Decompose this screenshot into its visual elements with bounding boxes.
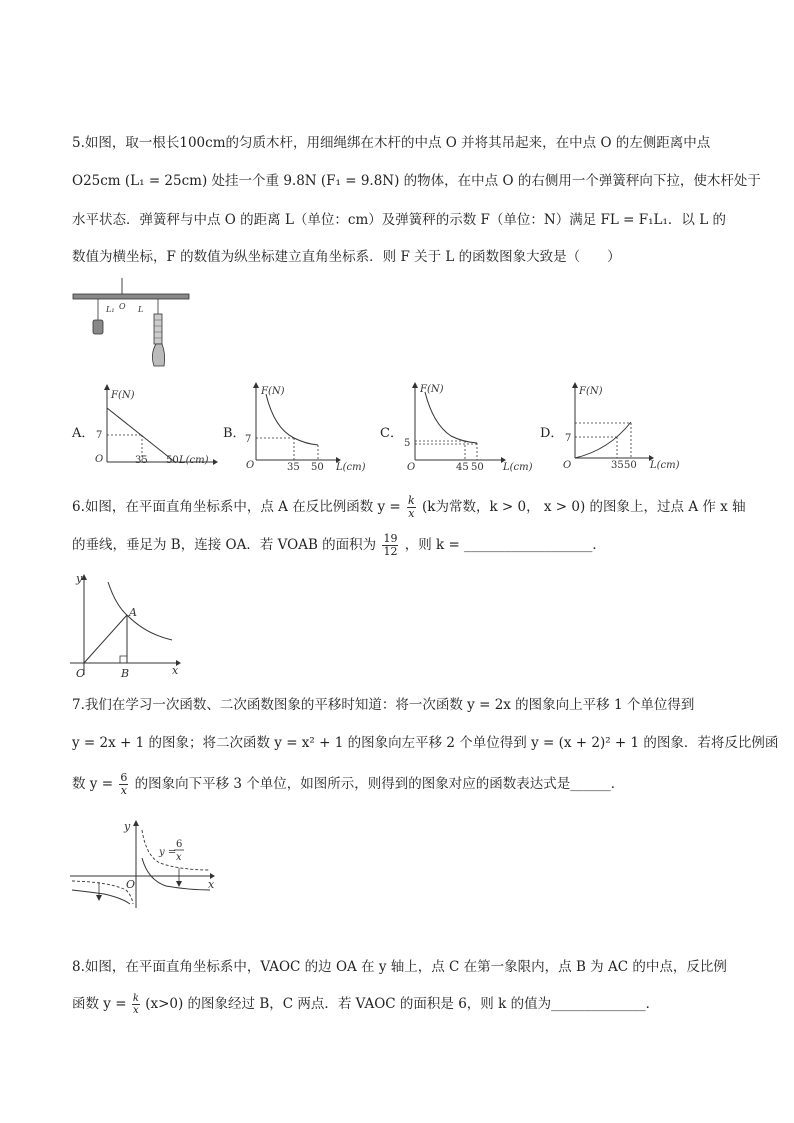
q7-line2: y = 2x + 1 的图象；将二次函数 y = x² + 1 的图象向左平移 2 个单位得到 y = (x + 2)² + 1 的图象．若将反比例函 [72, 735, 779, 751]
q7-line3-a: 数 y = [72, 776, 114, 792]
q5-a-xlabel: L(cm) [179, 455, 209, 466]
q5-a-xtick-b: 50 [166, 455, 179, 466]
q7-frac-den: x [120, 784, 127, 797]
q8-fraction [132, 993, 140, 1016]
q5-label-o: O [119, 302, 126, 311]
q5-a-ylabel: F(N) [111, 390, 135, 401]
q6-xlabel: x [172, 664, 179, 677]
q5-weight [93, 320, 103, 334]
q7-xlabel: x [208, 878, 215, 891]
q5-spring-scale [154, 314, 162, 344]
q6-line1 [72, 495, 746, 520]
q5-option-c-label[interactable]: C． [380, 426, 403, 441]
q5-d-origin: O [563, 460, 572, 471]
q5-b-xtick-b: 50 [311, 462, 324, 472]
q6-area-num: 19 [383, 532, 398, 545]
q5-label-l1: L₁ [106, 305, 115, 314]
q7-frac-num: 6 [120, 771, 128, 784]
q7-figure [70, 818, 220, 910]
q5-line4: 数值为横坐标，F 的数值为纵坐标建立直角坐标系．则 F 关于 L 的函数图象大致是（ ） [72, 249, 621, 265]
q7-origin: O [126, 878, 136, 891]
q7-line3 [72, 772, 624, 797]
q6-area-den: 12 [383, 545, 398, 558]
q5-c-ylabel: F(N) [420, 384, 444, 395]
q5-option-a-label[interactable]: A． [72, 426, 95, 441]
q8-line2 [72, 993, 659, 1016]
q5-option-d-label[interactable]: D． [540, 426, 564, 441]
q5-line3: 水平状态．弹簧秤与中点 O 的距离 L（单位：cm）及弹簧秤的示数 F（单位：N）满足 FL = F₁L₁．以 L 的 [72, 212, 726, 228]
q5-b-ylabel: F(N) [261, 386, 285, 397]
q5-option-b-graph[interactable] [240, 380, 372, 472]
q5-c-xtick-a: 45 [456, 462, 469, 473]
q7-eq-den: x [176, 852, 182, 863]
q7-eq-num: 6 [176, 839, 183, 850]
q5-b-origin: O [246, 460, 255, 471]
q5-a-origin: O [95, 454, 104, 465]
q5-b-xlabel: L(cm) [336, 462, 366, 472]
q6-point-b: B [121, 667, 130, 680]
q8-line2-a: 函数 y = [72, 996, 127, 1012]
q5-c-xtick-b: 50 [471, 462, 484, 473]
q5-apparatus-figure [70, 278, 195, 370]
q5-a-xtick-a: 35 [135, 455, 148, 466]
q5-label-l: L [138, 305, 144, 314]
q5-option-c-graph[interactable] [399, 380, 539, 475]
q5-a-ytick: 7 [96, 430, 103, 441]
q7-ylabel: y [124, 820, 131, 833]
q5-c-origin: O [407, 462, 416, 473]
q6-point-a: A [129, 606, 137, 619]
q5-d-xtick-b: 50 [624, 460, 637, 471]
q5-c-ytick: 5 [404, 438, 411, 449]
q5-b-xtick-a: 35 [287, 462, 300, 472]
q6-line2 [72, 533, 606, 558]
q5-line2: O25cm (L₁ = 25cm) 处挂一个重 9.8N (F₁ = 9.8N) 的物体，在中点 O 的右侧用一个弹簧秤向下拉，使木杆处于 [72, 173, 761, 189]
q7-line3-b: 的图象向下平移 3 个单位，如图所示，则得到的图象对应的函数表达式是______． [134, 776, 625, 792]
q6-area-fraction [382, 533, 398, 558]
q8-frac-den: x [133, 1005, 139, 1016]
q5-d-xtick-a: 35 [611, 460, 624, 471]
q6-figure [68, 570, 188, 680]
q5-option-d-graph[interactable] [561, 380, 701, 473]
q6-line1-a: 6.如图，在平面直角坐标系中，点 A 在反比例函数 y = [72, 499, 401, 515]
q6-fraction [407, 495, 416, 520]
q5-d-curve [575, 422, 631, 458]
q5-d-ylabel: F(N) [579, 386, 603, 397]
q5-b-ytick: 7 [245, 434, 252, 445]
q6-frac-num: k [408, 494, 415, 507]
q7-fraction [119, 772, 128, 797]
q5-b-curve [266, 394, 318, 445]
q6-ylabel: y [76, 572, 83, 585]
q5-d-ytick: 7 [565, 433, 572, 444]
q5-c-xlabel: L(cm) [503, 462, 533, 473]
q5-option-a-graph[interactable] [93, 382, 218, 472]
q6-line1-b: (k为常数，k > 0， x > 0) 的图象上，过点 A 作 x 轴 [422, 499, 746, 515]
q7-line1: 7.我们在学习一次函数、二次函数图象的平移时知道：将一次函数 y = 2x 的图象向上平移 1 个单位得到 [72, 697, 695, 713]
q6-origin: O [76, 667, 86, 680]
q8-frac-num: k [132, 993, 139, 1004]
q5-option-b-label[interactable]: B． [223, 426, 246, 441]
q6-line2-b: ，则 k = ___________________． [404, 537, 606, 553]
q8-line1: 8.如图，在平面直角坐标系中，VAOC 的边 OA 在 y 轴上，点 C 在第一象限内，点 B 为 AC 的中点，反比例 [72, 959, 727, 975]
q8-line2-b: (x>0) 的图象经过 B，C 两点．若 VAOC 的面积是 6，则 k 的值为______________． [145, 996, 660, 1012]
q6-curve [108, 582, 172, 640]
q6-frac-den: x [408, 507, 415, 520]
q6-line2-a: 的垂线，垂足为 B，连接 OA．若 VOAB 的面积为 [72, 537, 377, 553]
q5-line1: 5.如图，取一根长100cm的匀质木杆，用细绳绑在木杆的中点 O 并将其吊起来，在中点 O 的左侧距离中点 [72, 135, 711, 151]
q5-c-curve [425, 392, 477, 443]
q5-rod [73, 294, 189, 299]
q7-eq-lhs: y = [159, 847, 177, 858]
q5-hand-icon [152, 344, 164, 366]
q5-d-xlabel: L(cm) [650, 460, 680, 471]
